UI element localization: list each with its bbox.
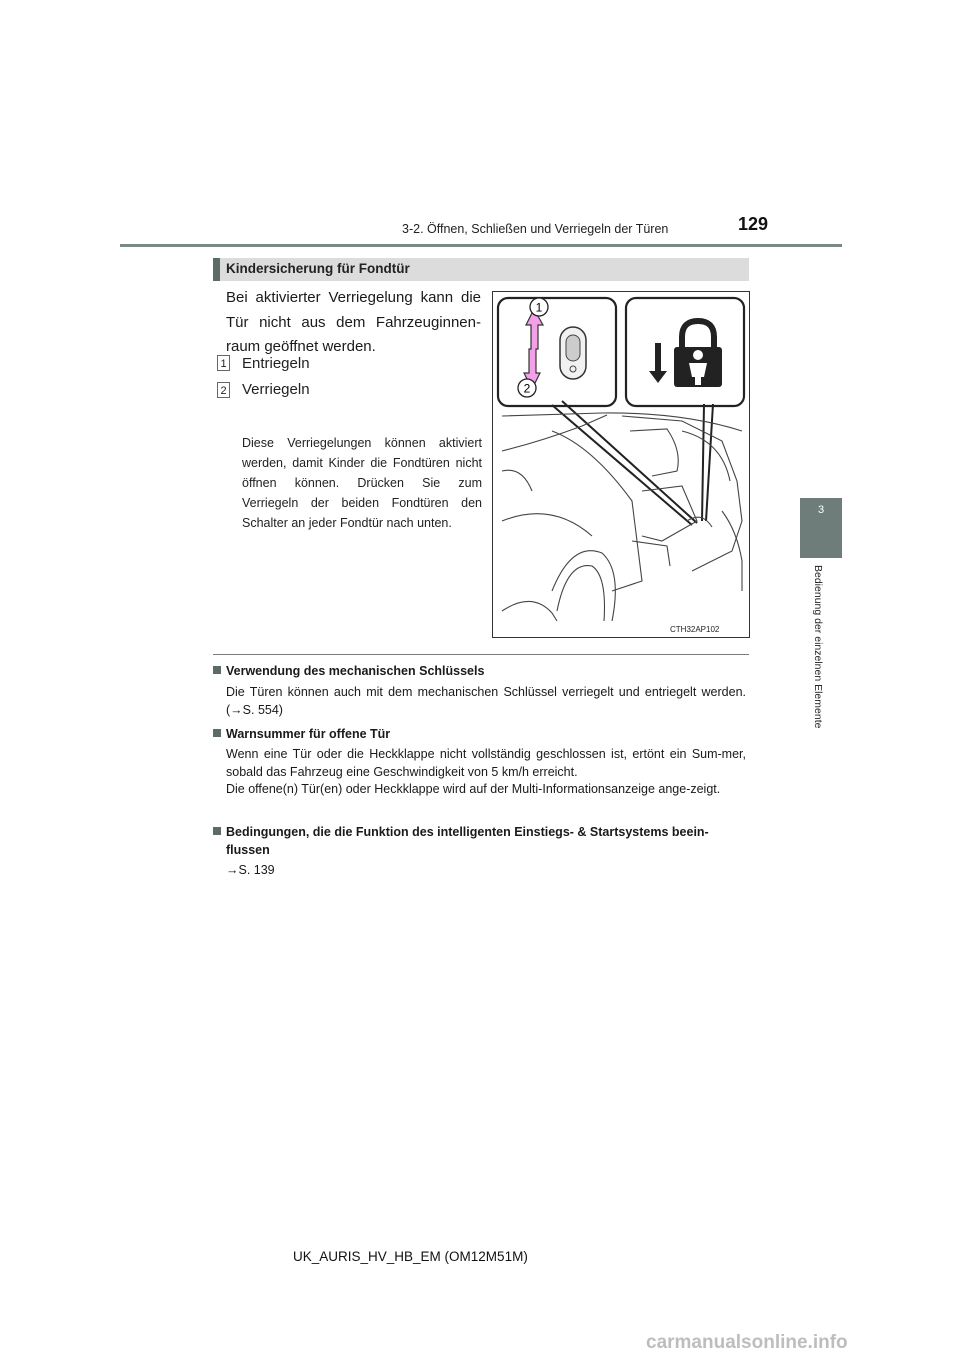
item-body-smart-entry-ref: →S. 139 (226, 863, 275, 877)
step-number-1: 1 (217, 355, 230, 371)
item-body-mechanical-key: Die Türen können auch mit dem mechanischen Schlüssel verriegelt und entriegelt werden. (→S. 554) (226, 685, 746, 717)
callout-number-2: 2 (523, 381, 531, 396)
item-heading-text: Warnsummer für offene Tür (226, 727, 391, 741)
chapter-tab-label: Bedienung der einzelnen Elemente (812, 565, 824, 729)
step-label-lock: Verriegeln (242, 381, 310, 398)
section-divider (213, 654, 749, 655)
item-body-open-door-buzzer: Wenn eine Tür oder die Heckklappe nicht vollständig geschlossen ist, ertönt ein Sum-mer, sobald das Fahrzeug eine Geschwindigkeit von 5 km/h erreicht. (226, 747, 746, 779)
item-heading-smart-entry-cont: flussen (226, 843, 270, 857)
bullet-square-icon (213, 666, 221, 674)
item-heading-open-door-buzzer (213, 727, 390, 741)
watermark-text: carmanualsonline.info (646, 1332, 848, 1353)
section-title: Kindersicherung für Fondtür (226, 261, 410, 276)
figure-code: CTH32AP102 (670, 625, 720, 634)
document-code-footer: UK_AURIS_HV_HB_EM (OM12M51M) (293, 1249, 528, 1264)
item-heading-smart-entry (213, 825, 709, 839)
step-number-2: 2 (217, 382, 230, 398)
section-intro: Bei aktivierter Verriegelung kann die Tür nicht aus dem Fahrzeuginnen-raum geöffnet werden. (226, 289, 481, 355)
step-label-unlock: Entriegeln (242, 355, 310, 372)
item-heading-mechanical-key (213, 664, 484, 678)
callout-number-1: 1 (535, 300, 543, 315)
header-divider (120, 244, 842, 247)
child-lock-illustration (492, 291, 750, 638)
chapter-title: 3-2. Öffnen, Schließen und Verriegeln der Türen (402, 222, 669, 236)
section-note: Diese Verriegelungen können aktiviert werden, damit Kinder die Fondtüren nicht öffnen können. Drücken Sie zum Verriegeln der beiden Fondtüren den Schalter an jeder Fondtür nach unten. (242, 436, 482, 530)
watermark-logo (646, 1331, 956, 1353)
item-heading-text: Verwendung des mechanischen Schlüssels (226, 664, 485, 678)
chapter-tab-number: 3 (817, 504, 825, 516)
child-figure-icon (693, 350, 703, 360)
switch-inset (498, 298, 616, 406)
section-heading-accent (213, 258, 220, 281)
bullet-square-icon (213, 729, 221, 737)
item-heading-text: Bedingungen, die die Funktion des intelligenten Einstiegs- & Startsystems beein- (226, 825, 709, 839)
item-body-open-door-display: Die offene(n) Tür(en) oder Heckklappe wird auf der Multi-Informationsanzeige ange-zeigt. (226, 782, 721, 796)
page-number: 129 (738, 214, 769, 234)
bullet-square-icon (213, 827, 221, 835)
